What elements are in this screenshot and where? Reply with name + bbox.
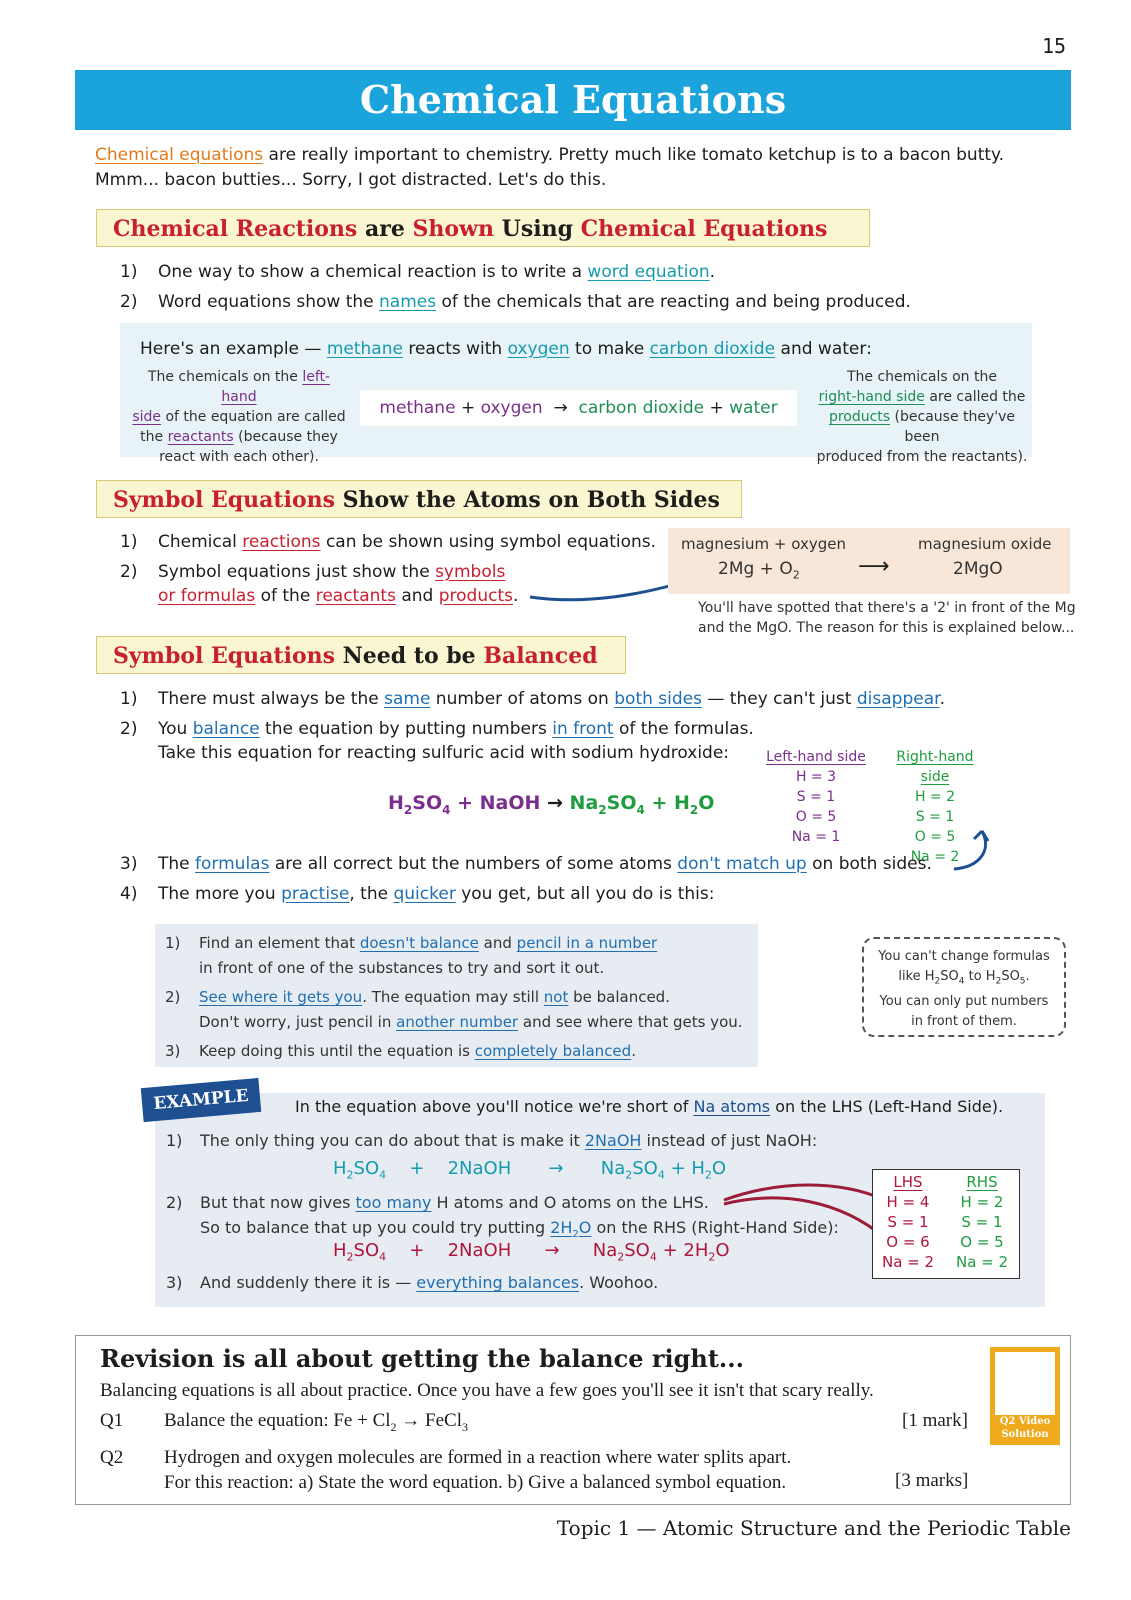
question-1 [100,1410,468,1435]
arrow-icon: → [547,792,563,814]
plus-sign: + [409,1158,425,1179]
list-item [120,560,518,608]
too-many-link[interactable]: too many [355,1193,432,1212]
list-item [120,260,715,284]
count: S = 1 [961,1213,1003,1231]
count: S = 1 [887,1213,929,1231]
equation-reactant [388,792,548,817]
symbol: SO [624,1240,650,1261]
symbol: + H [644,792,690,814]
list-text: . [939,689,945,709]
side-link[interactable]: side [132,409,161,425]
tip-line: You can't change formulas [878,949,1050,964]
arrow-icon: ⟶ [858,554,890,579]
na-atoms-link[interactable]: Na atoms [693,1097,771,1116]
count: O = 6 [886,1233,930,1251]
count: H = 2 [960,1193,1004,1211]
subscript: 2 [346,1250,354,1264]
list-number: 2) [120,719,138,739]
step-text: in front of one of the substances to try and sort it out. [199,959,605,977]
list-item [120,687,945,711]
subscript: 2 [598,802,607,817]
subscript: 2 [934,976,941,987]
tip-part: . [1025,969,1030,984]
count: O = 5 [960,1233,1004,1251]
question-text: For this reaction: a) State the word equation. b) Give a balanced symbol equation. [164,1472,787,1493]
subscript: 2 [995,976,1002,987]
list-text: number of atoms on [430,689,615,709]
list-item [120,290,911,314]
symbol: O [698,792,715,814]
count: O = 5 [795,809,837,825]
subscript: 2 [792,568,800,582]
list-text: . [709,262,716,282]
list-text: are all correct but the numbers of some atoms [269,854,678,874]
names-link[interactable]: names [379,292,437,312]
list-text: of the formulas. [613,719,754,739]
step-text: H atoms and O atoms on the LHS. [431,1193,709,1212]
count: S = 1 [915,809,955,825]
subscript: 3 [461,1419,468,1434]
list-number: 1) [120,532,138,552]
steps-list [165,931,743,1064]
subscript: 4 [958,976,965,987]
symbols-link[interactable]: symbols [435,562,506,582]
subscript: 2 [617,1250,625,1264]
count: H = 3 [795,769,837,785]
list-text: Word equations show the [158,292,380,312]
tip-part: SO [1001,969,1020,984]
word-equation-link[interactable]: word equation [587,262,710,282]
footer-topic: Topic 1 — Atomic Structure and the Periodic Table [556,1516,1071,1540]
symbol: O [715,1240,730,1261]
lhs-label: LHS [893,1173,923,1191]
step-item [165,1039,743,1064]
subscript: 2 [403,802,413,817]
count: S = 1 [796,789,836,805]
curved-arrow-icon [950,825,1000,875]
note-text: You'll have spotted that there's a '2' in front of the Mg [698,600,1076,616]
dont-match-link[interactable]: don't match up [677,854,807,874]
example-text: reacts with [402,339,508,359]
symbol: O [578,1218,592,1237]
symbol: SO [412,792,443,814]
example-step [166,1131,817,1150]
subscript: 4 [657,1168,665,1182]
count: Na = 2 [881,1253,935,1271]
count: Na = 2 [910,849,960,865]
question-text: → FeCl [396,1410,462,1431]
acid-equation [388,792,714,817]
heading-part: Using [493,216,581,242]
subscript: 4 [379,1250,387,1264]
symbol: SO [353,1158,380,1179]
list-text: The more you [158,884,282,904]
2naoh-link[interactable]: 2NaOH [584,1131,642,1150]
magnesium-equation-box [668,528,1070,594]
list-number: 3) [120,854,138,874]
symbol: H [333,1158,347,1179]
tip-line [862,967,1066,992]
tip-part: SO [940,969,959,984]
list-text: Take this equation for reacting sulfuric acid with sodium hydroxide: [158,743,730,763]
question-1-marks: [1 mark] [902,1410,968,1431]
list-text: One way to show a chemical reaction is to write a [158,262,588,282]
subscript: 2 [625,1168,633,1182]
plus-sign: + [409,1240,425,1261]
rhs-label: RHS [966,1173,998,1191]
note-text: are called the [924,389,1026,405]
note-text: and the MgO. The reason for this is explained below... [698,620,1075,636]
count: Na = 2 [955,1253,1009,1271]
in-front-link[interactable]: in front [552,719,614,739]
heading-part: Need to be [335,643,484,669]
question-label: Q1 [100,1410,124,1431]
step-text: . [631,1042,636,1060]
symbol: 2NaOH [447,1240,512,1261]
product-symbol: 2MgO [953,559,1003,579]
right-hand-note [812,367,1032,467]
rhs-label: Right-hand side [896,749,974,785]
question-2-marks: [3 marks] [895,1470,969,1491]
note-text: (because they [233,429,338,445]
methane-link[interactable]: methane [326,339,403,359]
step-number: 3) [165,1042,181,1060]
count: Na = 1 [791,829,841,845]
completely-balanced-link[interactable]: completely balanced [474,1042,632,1060]
example-text: on the LHS (Left-Hand Side). [770,1097,1004,1116]
step-text: . Woohoo. [579,1273,659,1292]
note-text: of the equation are called [161,409,346,425]
2h2o-link[interactable] [550,1218,592,1241]
symbol: SO [353,1240,380,1261]
example-text: to make [569,339,650,359]
intro-text-2: Mmm... bacon butties... Sorry, I got distracted. Let's do this. [95,170,607,190]
list-number: 4) [120,884,138,904]
lhs-column [873,1172,943,1272]
step-number: 2) [165,988,181,1006]
list-text: you get, but all you do is this: [455,884,715,904]
word-equation [360,390,797,426]
heading-part: Chemical Equations [580,216,828,242]
step-item [165,1010,743,1035]
magnesium-note [698,598,1076,638]
symbol: + 2H [662,1240,709,1261]
intro-text: are really important to chemistry. Pretty much like tomato ketchup is to a bacon butty. [263,145,1005,165]
same-link[interactable]: same [384,689,431,709]
example-step [166,1273,658,1292]
count: H = 4 [886,1193,930,1211]
tip-part: to H [964,969,996,984]
step-text: on the RHS (Right-Hand Side): [591,1218,839,1237]
list-text: The [158,854,196,874]
step-item [165,931,743,956]
equation-product: water [729,398,778,418]
symbol: Na [562,792,599,814]
step-number: 2) [166,1193,183,1212]
reactants-link[interactable]: reactants [315,586,396,606]
question-label: Q2 [100,1447,124,1468]
products-link[interactable]: products [438,586,513,606]
equation-product: carbon dioxide [578,398,705,418]
subscript: 4 [379,1168,387,1182]
subscript: 4 [442,802,451,817]
count: O = 5 [914,829,956,845]
step-text: Keep doing this until the equation is [199,1042,475,1060]
page-number: 15 [1042,34,1067,58]
tip-part: like H [898,969,935,984]
tip-text [862,947,1066,1032]
not-link[interactable]: not [543,988,569,1006]
subscript: 2 [708,1250,716,1264]
list-text: Chemical [158,532,243,552]
oxygen-link[interactable]: oxygen [507,339,570,359]
symbol: SO [606,792,637,814]
step-item [165,956,743,981]
practise-link[interactable]: practise [281,884,350,904]
reactants-link[interactable]: reactants [167,429,234,445]
list-text: can be shown using symbol equations. [320,532,657,552]
section-heading-1 [96,209,870,247]
symbol-text: 2Mg + O [718,559,793,579]
step-text: and [478,934,517,952]
list-number: 2) [120,292,138,312]
balance-link[interactable]: balance [192,719,260,739]
example-line [140,337,872,361]
carbon-dioxide-link[interactable]: carbon dioxide [649,339,776,359]
symbol: H [388,792,404,814]
heading-part: Shown [412,216,494,242]
subscript: 2 [704,1168,712,1182]
symbol: Na [600,1158,626,1179]
note-text: the [140,429,168,445]
question-2 [100,1445,791,1495]
intro-paragraph [95,143,1055,193]
symbol: SO [632,1158,658,1179]
heading-part: Chemical Reactions [113,216,358,242]
list-text: on both sides. [806,854,932,874]
left-hand-note [132,367,346,467]
everything-balances-link[interactable]: everything balances [416,1273,580,1292]
list-number: 1) [120,262,138,282]
step-text: The only thing you can do about that is make it [200,1131,585,1150]
list-text: There must always be the [158,689,385,709]
example-text: Here's an example — [140,339,327,359]
page-title: Chemical Equations [359,77,787,122]
step-text: So to balance that up you could try putting [200,1218,551,1237]
pencil-number-link[interactable]: pencil in a number [516,934,658,952]
reactant-symbol [718,559,800,581]
symbol: 2H [550,1218,573,1237]
step-text: be balanced. [568,988,670,1006]
lhs-count [766,747,866,847]
example-equation-1 [333,1158,726,1182]
note-text: produced from the reactants). [816,449,1028,465]
lhs-label: Left-hand side [766,749,866,765]
subscript: 4 [636,802,645,817]
symbol: H [333,1240,347,1261]
list-item [120,882,714,906]
step-number: 1) [166,1131,183,1150]
products-link[interactable]: products [828,409,891,425]
count-arrows-icon [720,1180,890,1240]
revision-text: Balancing equations is all about practice. Once you have a few goes you'll see it isn't that scary really. [100,1380,874,1401]
list-number: 1) [120,689,138,709]
balance-table [872,1169,1020,1279]
step-text: Don't worry, just pencil in [199,1013,397,1031]
formulas-link[interactable]: or formulas [158,586,256,606]
list-text: Symbol equations just show the [158,562,436,582]
symbol: 2NaOH [447,1158,512,1179]
list-item [120,852,932,876]
subscript: 2 [390,1419,397,1434]
subscript: 4 [649,1250,657,1264]
heading-part: Balanced [483,643,598,669]
both-sides-link[interactable]: both sides [614,689,702,709]
arrow-icon: → [553,398,568,418]
subscript: 2 [572,1229,579,1241]
step-text: But that now gives [200,1193,356,1212]
example-intro [295,1097,1003,1116]
symbol: O [711,1158,727,1179]
tip-line: You can only put numbers [879,993,1049,1009]
symbol: + H [670,1158,705,1179]
left-hand-link[interactable]: left-hand [221,369,331,405]
step-number: 3) [166,1273,183,1292]
list-item [120,530,656,554]
arrow-icon: → [544,1240,560,1261]
list-text: . [512,586,519,606]
step-text: Find an element that [199,934,360,952]
note-text: react with each other). [159,449,319,465]
section-heading-3 [96,636,626,674]
step-text: and see where that gets you. [518,1013,743,1031]
doesnt-balance-link[interactable]: doesn't balance [359,934,479,952]
heading-part: Symbol Equations [113,643,335,669]
rhs-column [945,1172,1019,1272]
heading-part: are [357,216,413,242]
step-text: And suddenly there it is — [200,1273,417,1292]
example-equation-2 [333,1240,730,1264]
plus-sign: + [709,398,724,418]
video-solution-label[interactable]: Q2 Video Solution [990,1415,1060,1445]
note-text: (because they've been [890,409,1016,445]
disappear-link[interactable]: disappear [856,689,940,709]
list-text: , the [349,884,394,904]
section-heading-2 [96,480,742,518]
heading-part: Show the Atoms on Both Sides [335,487,720,513]
equation-reactant: methane [379,398,456,418]
symbol: Na [592,1240,618,1261]
list-text: You [158,719,193,739]
arrow-icon: → [548,1158,564,1179]
list-item [120,717,754,765]
step-text: instead of just NaOH: [641,1131,818,1150]
note-text: The chemicals on the [147,369,303,385]
list-text: the equation by putting numbers [259,719,553,739]
right-hand-side-link[interactable]: right-hand side [818,389,925,405]
symbol: + NaOH [450,792,548,814]
count: H = 2 [914,789,956,805]
product-word: magnesium oxide [918,535,1052,553]
note-text: The chemicals on the [847,369,997,385]
heading-part: Symbol Equations [113,487,335,513]
equation-reactant: oxygen [480,398,543,418]
subscript: 2 [346,1168,354,1182]
list-text: — they can't just [701,689,857,709]
revision-heading: Revision is all about getting the balance right... [100,1344,744,1373]
list-text: of the [255,586,316,606]
equation-product [562,792,715,817]
reactions-link[interactable]: reactions [242,532,321,552]
example-text: In the equation above you'll notice we're short of [295,1097,694,1116]
reactant-word: magnesium + oxygen [681,535,846,553]
question-text: Balance the equation: Fe + Cl [164,1410,391,1431]
example-badge: EXAMPLE [141,1078,262,1122]
step-text: . The equation may still [362,988,544,1006]
step-item [165,985,743,1010]
intro-link[interactable]: Chemical equations [95,145,264,165]
quicker-link[interactable]: quicker [393,884,456,904]
tip-line: in front of them. [911,1013,1017,1029]
subscript: 5 [1019,976,1026,987]
see-where-link[interactable]: See where it gets you [199,988,363,1006]
list-text: of the chemicals that are reacting and being produced. [436,292,911,312]
subscript: 2 [689,802,699,817]
step-number: 1) [165,934,181,952]
example-text: and water: [775,339,872,359]
another-number-link[interactable]: another number [396,1013,519,1031]
list-text: and [395,586,439,606]
plus-sign: + [460,398,476,418]
list-number: 2) [120,562,138,582]
question-text: Hydrogen and oxygen molecules are formed in a reaction where water splits apart. [164,1447,792,1468]
formulas-link[interactable]: formulas [195,854,270,874]
